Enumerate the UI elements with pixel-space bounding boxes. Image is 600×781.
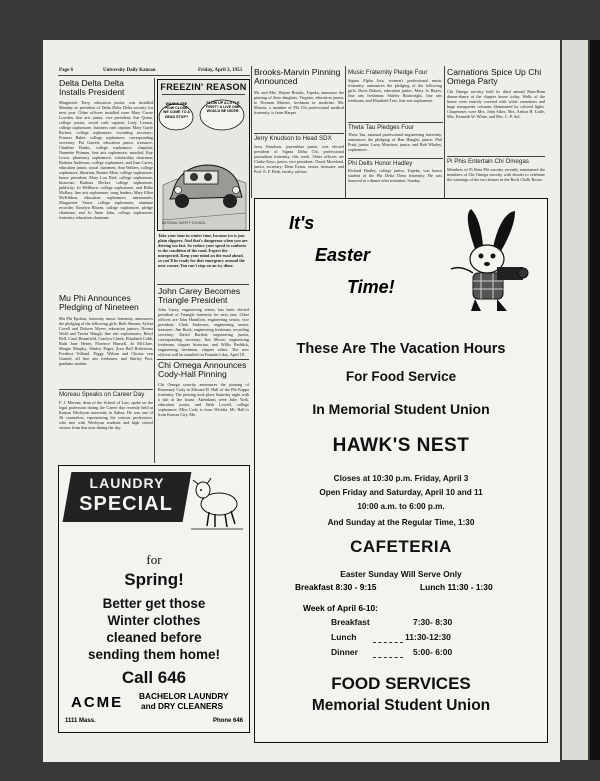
passenger-head <box>204 173 212 181</box>
hawks-nest-line1: Closes at 10:30 p.m. Friday, April 3 <box>333 474 469 483</box>
hawks-nest-line2: Open Friday and Saturday, April 10 and 11 <box>319 488 483 497</box>
food-services-title: FOOD SERVICES <box>331 674 471 693</box>
cafeteria-easter-breakfast: Breakfast 8:30 - 9:15 <box>295 582 377 592</box>
article-carnations: Chi Omega sorority held its third annual Bum-Bum dinner-dance at the chapter house today. Walls of the house were entirely covered with white carnations and huge transparent columns illuminated by colored lights. Chaperones were Mrs. John Sikes, Mrs. Arthur H. Little, Mrs. Kenneth W. White, and Mrs. C. P. Ael. <box>447 89 545 119</box>
laundry-ad <box>58 465 250 733</box>
laundry-line1: Better get those <box>102 596 206 611</box>
article-triangle: John Carey, engineering senior, has been elected president of Triangle fraternity for next year. Other officers are John Hamilton, engineering senior, vice president; Clark Anderson, engineering senior, treasurer; Jim Book, engineering freshman, recording secretary; David Bartlett, engineering junior, corresponding secretary; Jim Moore, engineering freshman, chapter historian, and Willis Reddick, engineering freshman, chapter editor. The new officers will be installed on Founder's day, April 18. <box>158 307 249 357</box>
article-phi-delts: Richard Hadley, college junior, Topeka, was honor student of the Phi Delta Theta fraternity. He was honored at a dinner after initiation, Sunday. <box>348 168 442 183</box>
easter-headline2: For Food Service <box>345 369 457 384</box>
story-rule <box>447 156 545 157</box>
story-rule <box>157 284 249 285</box>
hawks-nest-line4: And Sunday at the Regular Time, 1:30 <box>327 518 475 527</box>
easter-ad <box>254 198 548 743</box>
laundry-badge-bottom: SPECIAL <box>79 493 173 515</box>
bubble-text-left: WANNA SEE HOW CLOSE WE COME TO A DEAD STOP? <box>163 102 190 119</box>
story-rule <box>348 122 443 123</box>
article-knudson: Jerry Knudson, journalism junior, was elected president of Sigma Delta Chi, professional journalism fraternity, this week. Other officers are Clarke Keys, junior, vice president; Chuck Moreland, junior, secretary; Dean Evans, senior, treasurer, and Prof. E. F. Beth, faculty adviser. <box>254 144 344 174</box>
meal-row-name: Breakfast <box>331 617 370 627</box>
meal-row-time: 7:30- 8:30 <box>413 617 453 627</box>
laundry-badge-top: LAUNDRY <box>89 475 165 491</box>
laundry-sub2: and DRY CLEANERS <box>141 701 224 711</box>
article-brooks-marvin: Mr. and Mrs. Wayne Brooks, Topeka, announce the pinning of their daughter, Virginia, education junior, to Norman Marvin, freshman in medicine. Mr. Marvin, a member of Phi Chi professional medical fraternity, is from Harper. <box>254 90 344 115</box>
issue-date: Friday, April 3, 1953 <box>198 68 243 73</box>
hawks-nest-line3: 10:00 a.m. to 6:00 p.m. <box>357 502 445 511</box>
meal-row-time: 11:30-12:30 <box>405 632 451 642</box>
article-mu-phi: Mu Phi Epsilon, honorary music fraternity, announces the pledging of the following girls: Beth Shearer, Sylvia Covell and Dolores Myers, education juniors; Norma Wohl and Teresa Waugh, fine arts sophomores; Beryl Bell, Carol Brumfield, Carolyn Cheek, Elizabeth Cubb, Ruth Jane Henry, Florence Hunsell, Jo McClure, Margie Murphy, Shirley Puget, Zora Bell Robertson, Fredrica Volland, Peggy Wilson and Christa von Gontiel, all fine arts freshmen, and Shirley Post, graduate student. <box>59 316 153 366</box>
cafeteria-easter-lunch: Lunch 11:30 - 1:30 <box>420 582 493 592</box>
easter-its: It's <box>289 213 315 233</box>
headlight-icon <box>175 187 182 194</box>
laundry-spring: Spring! <box>124 570 184 589</box>
easter-headline1: These Are The Vacation Hours <box>296 341 506 357</box>
car-windshield <box>184 171 218 184</box>
header-rule <box>58 75 250 76</box>
headline-tri-delta: Delta Delta Delta Installs President <box>59 78 125 98</box>
cartoon-caption: Take your time in winter time, because ice is just plain slippery. And that's dangerous when you are driving too fast. So reduce your speed to conform to the condition of the road. Expect the unexpected. Keep your mind on the road ahead, so you'll be ready for that emergency around the next corner. You can't stop on an icy dime. <box>158 233 248 268</box>
hawks-nest-title: HAWK'S NEST <box>332 435 470 456</box>
headline-moreau: Moreau Speaks on Career Day <box>59 391 145 398</box>
article-music-pledge: Sigma Alpha Iota, women's professional music fraternity, announces the pledging of the following girls: Doris Dubois, education junior; Mary Jo Hayes, fine arts freshman; Shirley Boatwright, fine arts freshman, and Elizabeth Tess, fine arts sophomore. <box>348 78 442 103</box>
headline-pi-phis: Pi Phis Entertain Chi Omegas <box>447 158 529 165</box>
week-heading: Week of April 6-10: <box>303 603 378 613</box>
headline-music-pledge: Music Fraternity Pledge Four <box>348 69 428 76</box>
easter-time: Time! <box>347 277 395 297</box>
laundry-call: Call 646 <box>121 668 187 687</box>
next-page-edge <box>562 40 588 760</box>
laundry-line2: Winter clothes <box>107 613 201 628</box>
story-rule <box>254 133 344 134</box>
driver-head <box>190 173 198 181</box>
meal-leader <box>373 642 403 643</box>
story-rule <box>348 158 443 159</box>
column-rule <box>154 78 155 463</box>
bubble-text-right: SLOW UP A LITTLE FIRST? A LIVE ONE WOULD BE NICER. <box>206 101 240 114</box>
laundry-phone: Phone 646 <box>212 718 243 724</box>
page-number: Page 6 <box>59 68 74 73</box>
meal-leader <box>373 657 403 658</box>
article-moreau: F. J. Moreau, dean of the School of Law, spoke on the legal profession during the Career day recently held at Kansas Wesleyan university in Salina. He was one of 36 counselors, representing the various professions, who met with Wesleyan students and high school seniors from that area during the day. <box>59 400 153 430</box>
scanner-shadow <box>590 40 600 760</box>
article-chi-omega-pinning: Chi Omega sorority announces the pinning of Rosemary Cody to Edward H. Hall of the Phi Kappa fraternity. The pinning took place Saturday night with a skit at the house. Attendants were Julie York, education junior, and Beth Lowell, college sophomore. Miss Cody is from Wichita. Mr. Hall is from Kansas City, Mo. <box>158 382 249 417</box>
wheel-icon <box>223 194 237 208</box>
cafeteria-easter-note: Easter Sunday Will Serve Only <box>340 569 462 579</box>
laundry-acme: ACME <box>71 694 124 711</box>
cartoon-panel <box>157 79 250 231</box>
column-rule <box>444 66 445 198</box>
meal-row-time: 5:00- 6:00 <box>413 647 453 657</box>
meal-row-name: Lunch <box>331 632 357 642</box>
easter-headline3: In Memorial Student Union <box>312 401 490 417</box>
article-theta-tau: Theta Tau, national professional engineering fraternity, announces the pledging of Ben Haught, junior; Phil Pratt, junior; Larry Morrison, junior, and Bob Whaley, sophomore. <box>348 132 442 152</box>
bunny-icon <box>445 207 535 317</box>
story-rule <box>59 389 153 390</box>
food-services-union: Memorial Student Union <box>311 697 491 714</box>
easter-easter: Easter <box>315 245 371 265</box>
cafeteria-title: CAFETERIA <box>350 537 452 556</box>
cartoon-title: FREEZIN' REASON <box>160 82 247 92</box>
cartoon-credit: NATIONAL SAFETY COUNCIL <box>162 221 207 225</box>
headlight-icon <box>233 187 240 194</box>
laundry-sub1: BACHELOR LAUNDRY <box>139 691 229 701</box>
headline-knudson: Jerry Knudson to Head SDX <box>254 135 332 142</box>
article-pi-phis: Members of Pi Beta Phi sorority recently entertained the members of Chi Omega sorority with dessert to celebrate the winnings of the two houses in the Rock Chalk Revue. <box>447 167 545 182</box>
wheel-icon <box>175 194 189 208</box>
headline-carnations: Carnations Spice Up Chi Omega Party <box>447 67 542 87</box>
laundry-line4: sending them home! <box>87 647 220 662</box>
column-rule <box>345 66 346 198</box>
article-tri-delta: Marguerite Terry, education junior, was installed Monday as president of Delta Delta Delta sorority for next year. Other officers installed were Mary Carrie Lowden, fine arts junior, vice president; Sue Quinn, college junior, social rush captain; Letty Lemon, college sophomore, business rush captain; Mary Gayle Richert, college sophomore, recording secretary; Frances Baker, college sophomore, corresponding secretary; Pat Garrett, education junior, treasurer; Charlene Banks, college sophomore, chaplain; Nannette Pittman, fine arts sophomore, marshal; Kay Lewis, pharmacy sophomore, scholarship chairman; Barbara Anderson, college sophomore, and Joan Carter, education junior, social chairmen; Ann Walters, college sophomore, librarian; Bonnie Metz, college sophomore, house president; Mary Lou Bird, college sophomore, historian; Barbara Becker, college sophomore, publicity; Jo Wellborn, college sophomore, and Billie Mallory, fine arts sophomore, song leaders; Mary Ellen McKibben, education sophomore, intramurals; Marguerite Vance, college sophomore, alumnae recorder; Roselyn Bloom, college sophomore, pledge chairman, and Jo Anne John, college sophomore, fraternity education chairman. <box>59 100 153 220</box>
headline-mu-phi: Mu Phi Announces Pledging of Nineteen <box>59 293 139 313</box>
headline-brooks-marvin: Brooks-Marvin Pinning Announced <box>254 67 341 87</box>
headline-phi-delts: Phi Delts Honor Hadley <box>348 160 413 167</box>
headline-chi-omega-pinning: Chi Omega Announces Cody-Hall Pinning <box>158 360 247 380</box>
column-rule <box>251 66 252 198</box>
headline-triangle: John Carey Becomes Triangle President <box>158 286 241 306</box>
paper-name: University Daily Kansan <box>103 68 156 73</box>
laundry-line3: cleaned before <box>106 630 202 645</box>
lamb-icon <box>189 472 245 532</box>
headline-theta-tau: Theta Tau Pledges Four <box>348 124 414 131</box>
laundry-for: for <box>146 552 162 567</box>
laundry-address: 1111 Mass. <box>65 718 96 724</box>
meal-row-name: Dinner <box>331 647 358 657</box>
